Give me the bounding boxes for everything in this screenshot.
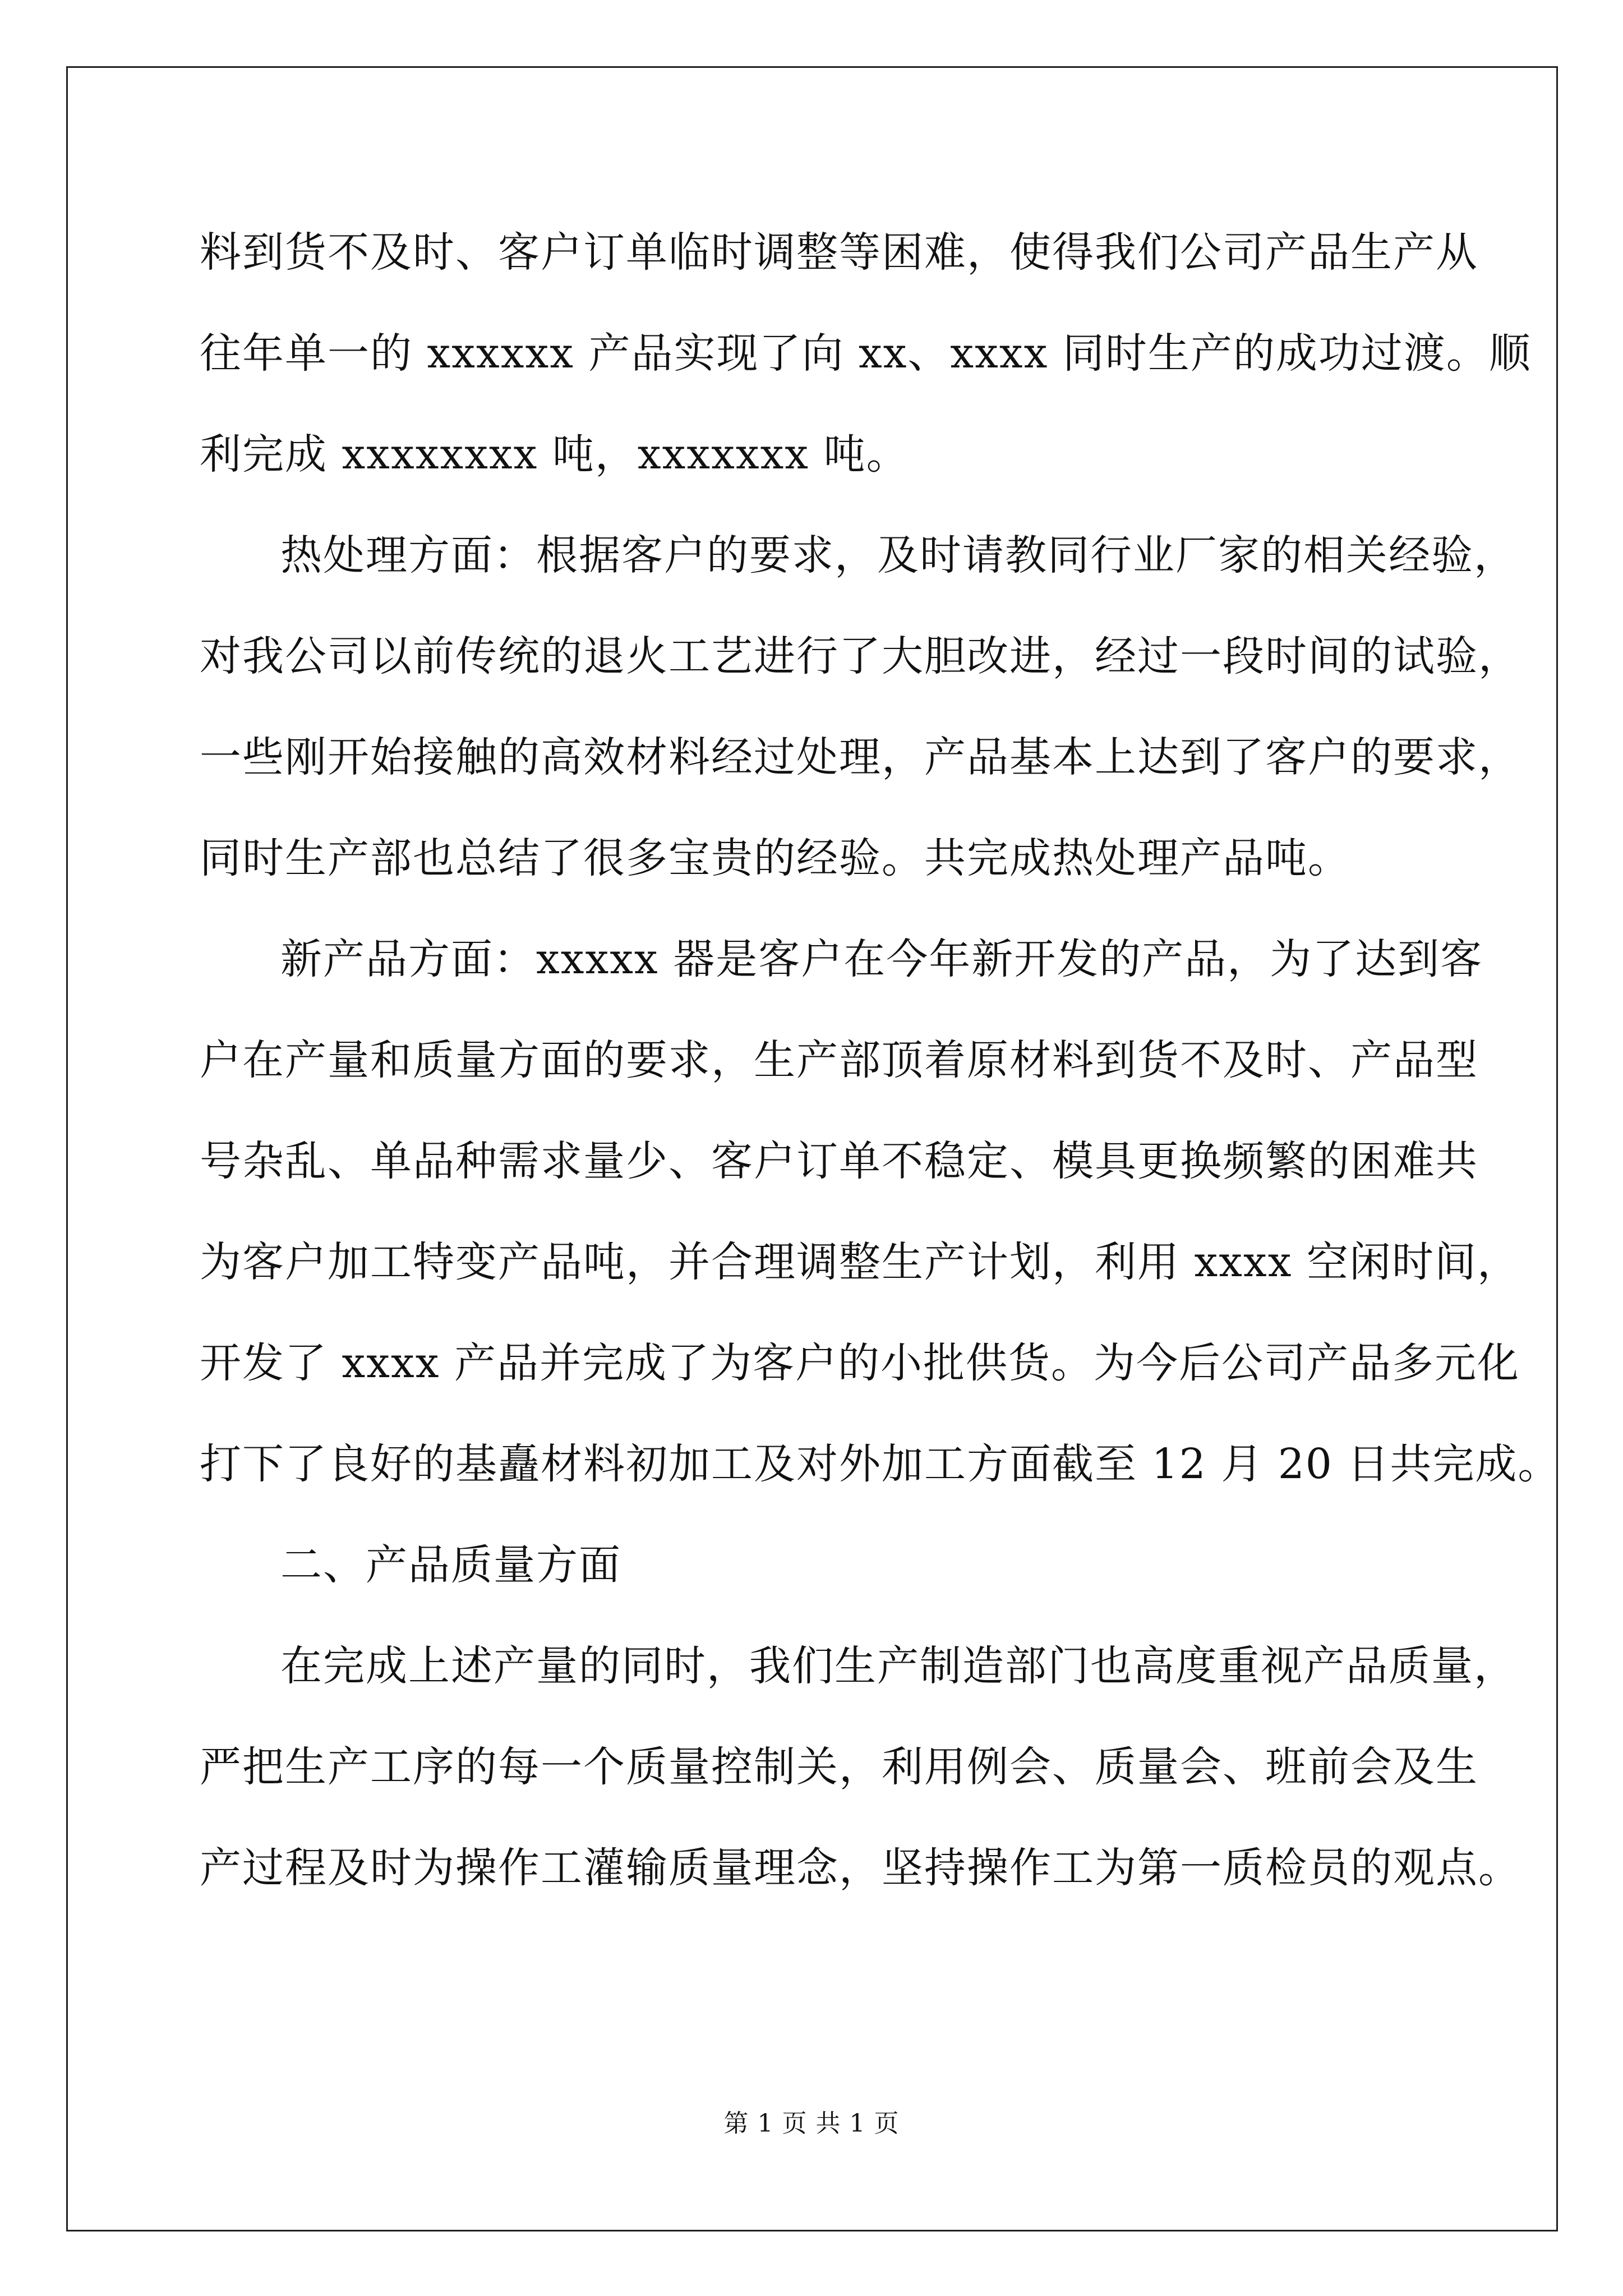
text-line-13: 打下了良好的基矗材料初加工及对外加工方面截至 12 月 20 日共完成。 [200, 1440, 1561, 1488]
page-footer: 第 1 页 共 1 页 [723, 2109, 900, 2138]
text-line-12: 开发了 xxxx 产品并完成了为客户的小批供货。为今后公司产品多元化 [200, 1339, 1520, 1387]
text-line-10: 号杂乱、单品种需求量少、客户订单不稳定、模具更换频繁的困难共 [200, 1137, 1478, 1185]
text-line-4: 热处理方面：根据客户的要求，及时请教同行业厂家的相关经验， [280, 531, 1516, 579]
text-line-16: 严把生产工序的每一个质量控制关，利用例会、质量会、班前会及生 [200, 1743, 1478, 1791]
text-line-3: 利完成 xxxxxxxx 吨，xxxxxxx 吨。 [200, 430, 909, 478]
text-line-11: 为客户加工特变产品吨，并合理调整生产计划，利用 xxxx 空闲时间， [200, 1238, 1520, 1286]
text-line-8: 新产品方面：xxxxx 器是客户在今年新开发的产品，为了达到客 [280, 935, 1483, 983]
text-line-2: 往年单一的 xxxxxx 产品实现了向 xx、xxxx 同时生产的成功过渡。顺 [200, 329, 1532, 378]
text-line-7: 同时生产部也总结了很多宝贵的经验。共完成热处理产品吨。 [200, 834, 1350, 882]
text-line-15: 在完成上述产量的同时，我们生产制造部门也高度重视产品质量， [280, 1642, 1516, 1690]
text-line-5: 对我公司以前传统的退火工艺进行了大胆改进，经过一段时间的试验， [200, 632, 1521, 680]
text-line-1: 料到货不及时、客户订单临时调整等困难，使得我们公司产品生产从 [200, 228, 1478, 277]
section-heading: 二、产品质量方面 [280, 1541, 621, 1589]
text-line-6: 一些刚开始接触的高效材料经过处理，产品基本上达到了客户的要求， [200, 733, 1521, 781]
text-line-9: 户在产量和质量方面的要求，生产部顶着原材料到货不及时、产品型 [200, 1036, 1478, 1084]
text-line-17: 产过程及时为操作工灌输质量理念，坚持操作工为第一质检员的观点。 [200, 1844, 1521, 1892]
